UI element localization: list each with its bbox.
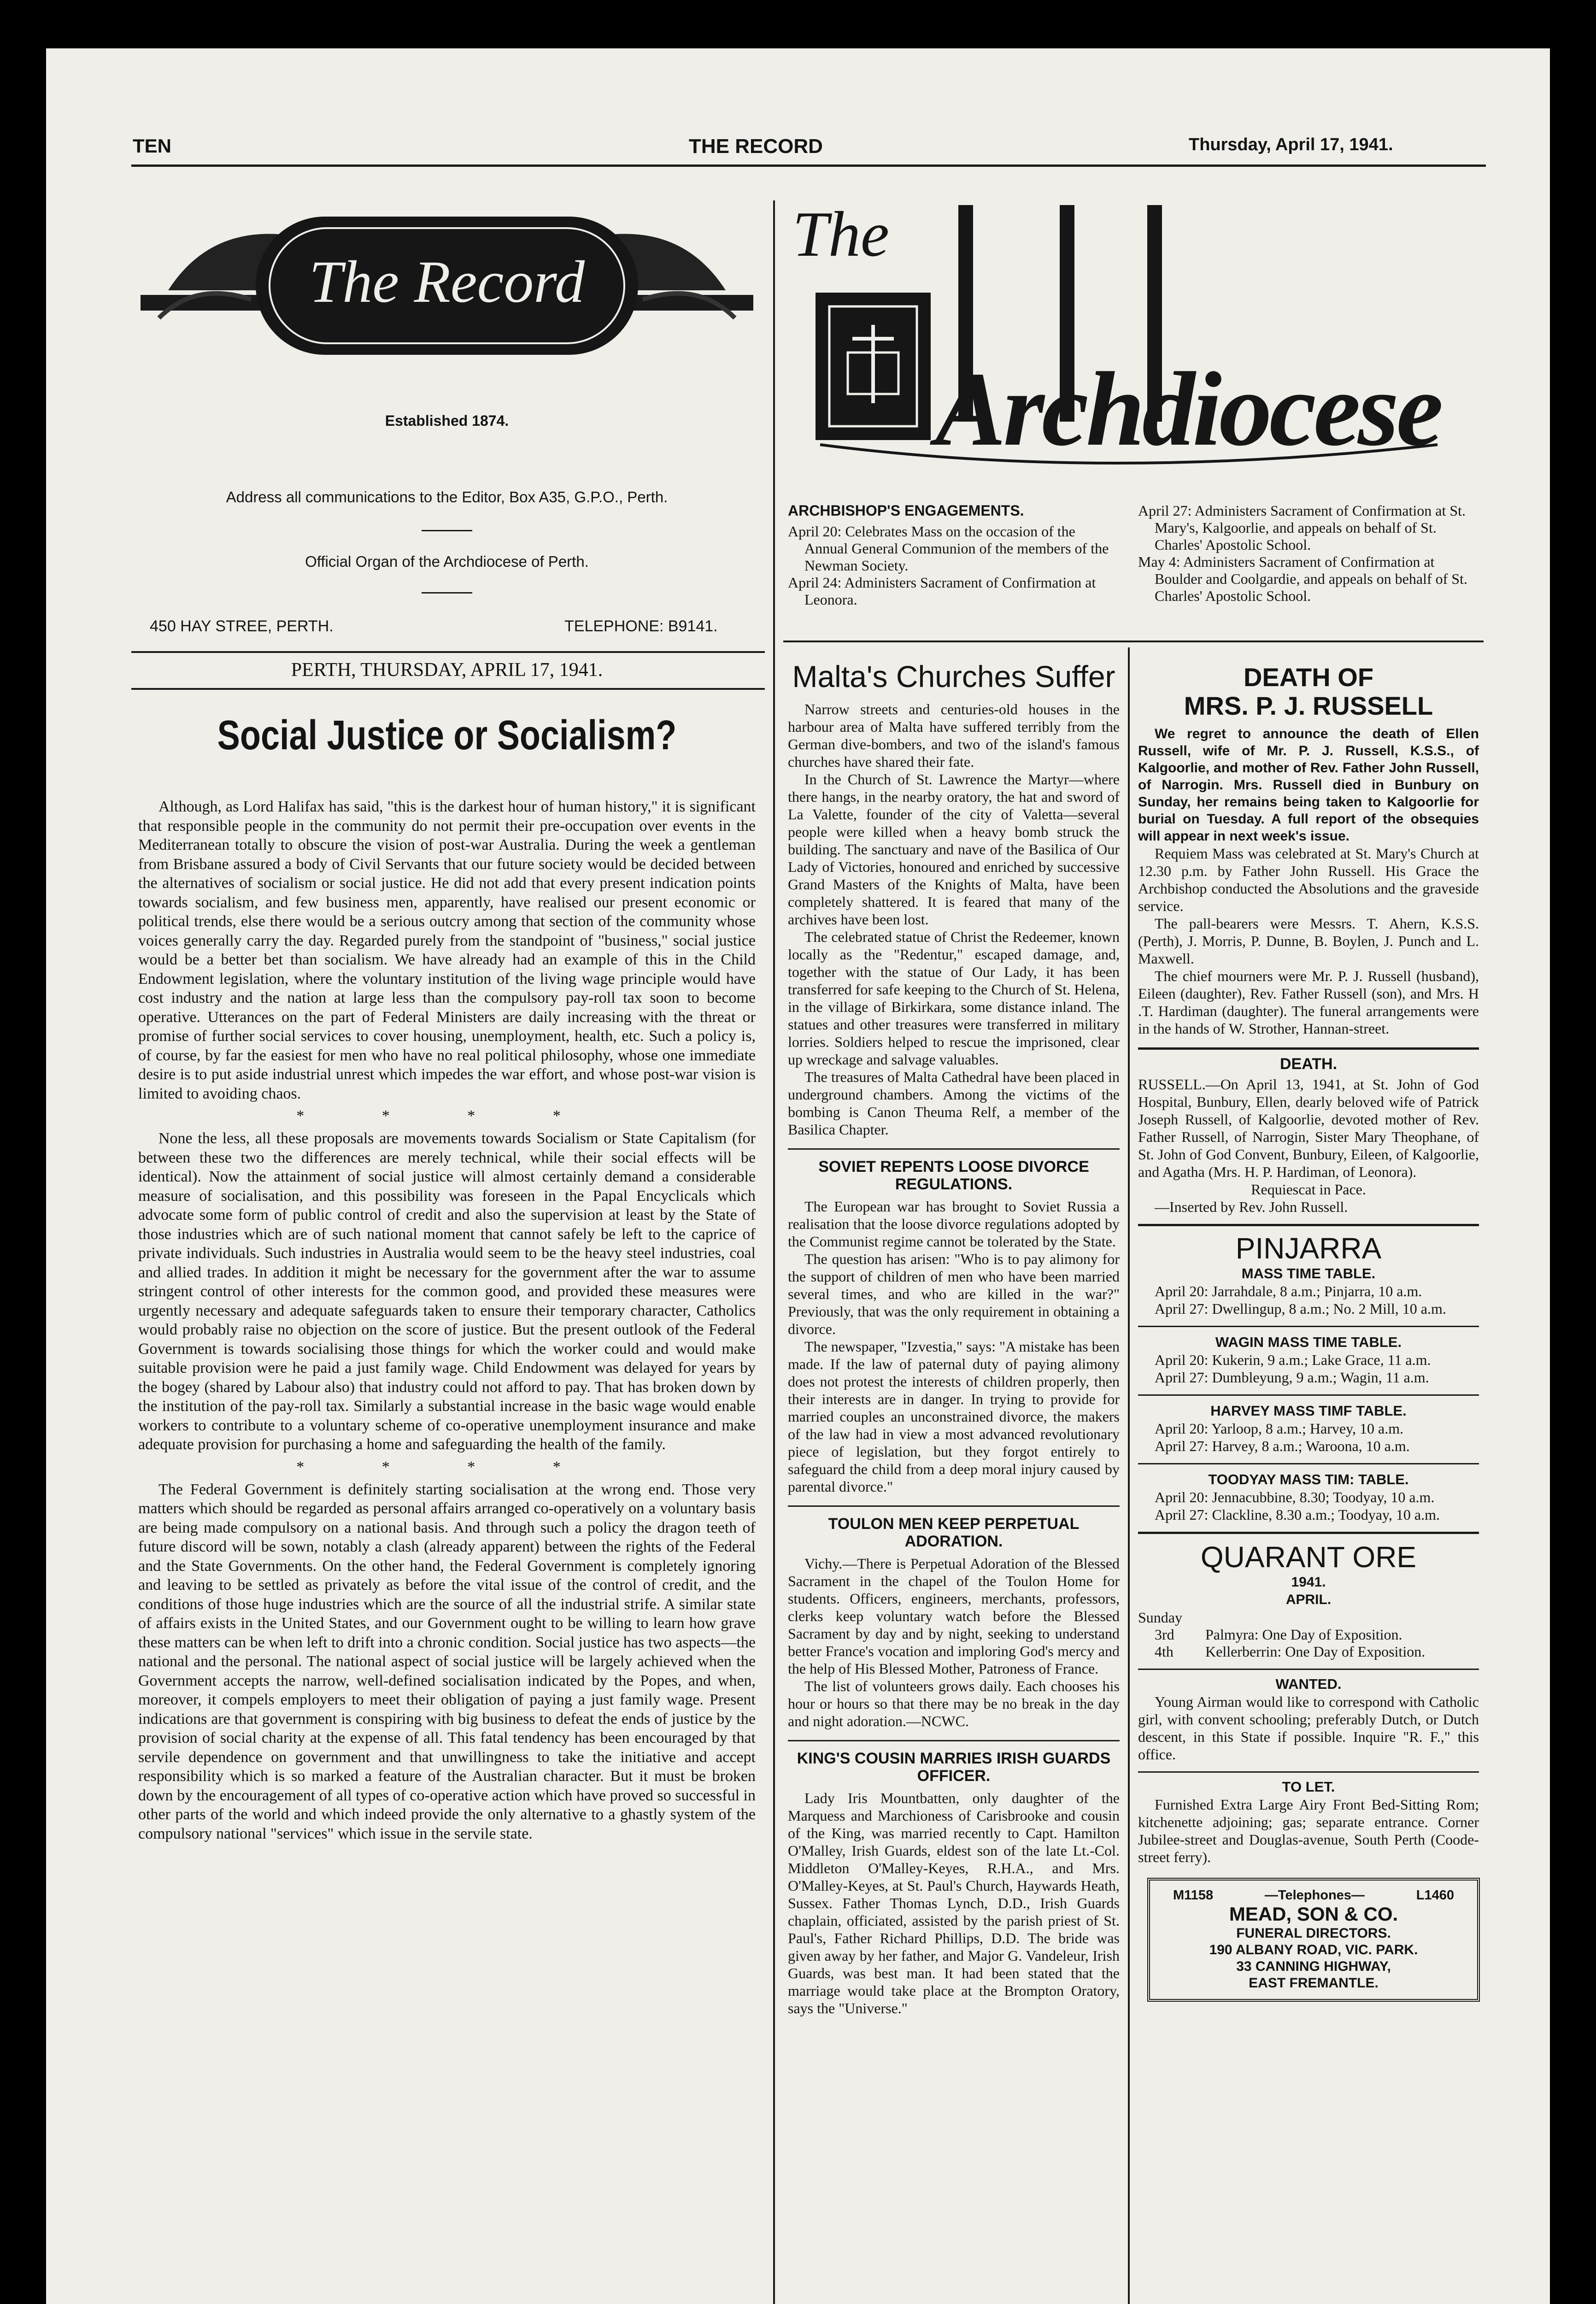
- quarant-row: 4th Kellerberrin: One Day of Exposition.: [1155, 1643, 1426, 1660]
- section-break: * * * *: [296, 1107, 598, 1124]
- ad-company-name: MEAD, SON & CO.: [1229, 1903, 1398, 1925]
- engagement-item: April 24: Administers Sacrament of Confirmation at Leonora.: [788, 574, 1096, 608]
- ad-address-3: EAST FREMANTLE.: [1249, 1975, 1379, 1991]
- section-break: * * * *: [296, 1458, 598, 1475]
- editorial-body: [138, 797, 756, 1843]
- mass-time-item: April 20: Jarrahdale, 8 a.m.; Pinjarra, 10 a.m.: [1155, 1283, 1422, 1299]
- soviet-paragraph: The European war has brought to Soviet Russia a realisation that the loose divorce regulations adopted by the Communist regime cannot be tolerated by the State.: [788, 1198, 1120, 1250]
- page-number: TEN: [133, 135, 171, 157]
- ad-phone-label: —Telephones—: [1264, 1888, 1365, 1903]
- toulon-headline: TOULON MEN KEEP PERPETUAL ADORATION.: [828, 1515, 1080, 1550]
- engagements-right: [1138, 502, 1479, 605]
- mass-time-item: April 20: Kukerin, 9 a.m.; Lake Grace, 11 a.m.: [1155, 1352, 1431, 1368]
- kings-cousin-paragraph: Lady Iris Mountbatten, only daughter of the Marquess and Marchioness of Carisbrooke and cousin of the King, was married recently to Capt. Hamilton O'Malley, Irish Guards, eldest son of the late Lt.-Col. Middleton O'Malley-Keyes, R.H.A., and Mrs. O'Malley-Keyes, at St. Paul's Church, Haywards Heath, Sussex. Father Thomas Lynch, D.D., Irish Guards chaplain, officiated, assisted by the parish priest of St. Paul's, Father Richard Phillips, D.D. The bride was given away by her father, and Major G. Vandeleur, Irish Guards, was best man. It had been stated that the marriage would take place at the Brompton Oratory, says the "Universe.": [788, 1790, 1120, 2016]
- mass-time-item: April 27: Dwellingup, 8 a.m.; No. 2 Mill, 10 a.m.: [1155, 1300, 1446, 1317]
- divider: [788, 1505, 1120, 1507]
- death-paragraph: The chief mourners were Mr. P. J. Russell (husband), Eileen (daughter), Rev. Father Russell (son), and Mrs. H .T. Hardiman (daughter). The funeral arrangements were in the hands of W. Strother, Hannan-street.: [1138, 968, 1479, 1037]
- soviet-paragraph: The question has arisen: "Who is to pay alimony for the support of children of men who have been married several times, and who are killed in the war?" Previously, that was the only requirement in obtaining a divorce.: [788, 1251, 1120, 1337]
- engagement-item: April 20: Celebrates Mass on the occasion of the Annual General Communion of the members of the Newman Society.: [788, 523, 1109, 574]
- toodyay-mass-title: TOODYAY MASS TIM: TABLE.: [1208, 1471, 1409, 1487]
- running-title: THE RECORD: [689, 135, 823, 158]
- mass-time-item: April 20: Yarloop, 8 a.m.; Harvey, 10 a.m.: [1155, 1420, 1404, 1437]
- toulon-paragraph: The list of volunteers grows daily. Each chooses his hour or hours so that there may be no break in the day and night adoration.—NCWC.: [788, 1678, 1120, 1729]
- mass-time-item: April 27: Dumbleyung, 9 a.m.; Wagin, 11 a.m.: [1155, 1369, 1429, 1386]
- wanted-title: WANTED.: [1275, 1676, 1342, 1692]
- svg-text:The: The: [792, 199, 889, 270]
- archdiocese-logo: [783, 187, 1474, 491]
- ad-address-2: 33 CANNING HIGHWAY,: [1236, 1959, 1391, 1974]
- wagin-mass-title: WAGIN MASS TIME TABLE.: [1215, 1334, 1402, 1350]
- column-rule-2: [1128, 647, 1130, 2304]
- mass-time-item: April 20: Jennacubbine, 8.30; Toodyay, 10 a.m.: [1155, 1489, 1435, 1505]
- engagements-left: [788, 523, 1120, 608]
- official-organ: Official Organ of the Archdiocese of Perth.: [305, 553, 589, 570]
- issue-date: Thursday, April 17, 1941.: [1189, 135, 1393, 154]
- ad-phone-1: M1158: [1173, 1888, 1214, 1903]
- editorial-paragraph-1: Although, as Lord Halifax has said, "this is the darkest hour of human history," it is significant that responsible people in the community do not permit their pre-occupation over events in the Mediterranean totally to obscure the vision of post-war Australia. During the week a gentleman from Brisbane assured a body of Civil Servants that our future society would be decided between the alternatives of socialism or social justice. He did not add that every present indication points towards socialism, and few business men, apparently, have realised our present economic or political trends, else there would be a serious outcry among that section of the community whose voices generally carry the day. Regarded purely from the standpoint of "business," social justice would be a better bet than socialism. We have already had an example of this in the Child Endowment legislation, where the voluntary institution of the living wage principle would have cost industry and the nation at large less than the compulsory pay-roll tax soon to become operative. Utterances on the part of Federal Ministers are daily increasing with the threat or promise of further social services to cover housing, unemployment, health, etc. Such a policy is, of course, by far the easiest for men who have no real political philosophy, whose one immediate desire is to put aside industrial unrest which impedes the war effort, and whose post-war vision is limited to avoiding chaos.: [138, 798, 756, 1102]
- death-headline-2: MRS. P. J. RUSSELL: [1184, 691, 1433, 720]
- established-line: Established 1874.: [385, 412, 509, 429]
- death-paragraph: Requiem Mass was celebrated at St. Mary's Church at 12.30 p.m. by Father John Russell. His Grace the Archbishop conducted the Absolutions and the graveside service.: [1138, 845, 1479, 914]
- engagement-item: April 27: Administers Sacrament of Confirmation at St. Mary's, Kalgoorlie, and appeals on behalf of St. Charles' Apostolic School.: [1138, 502, 1466, 553]
- engagement-item: May 4: Administers Sacrament of Confirmation at Boulder and Coolgardie, and appeals on behalf of St. Charles' Apostolic School.: [1138, 553, 1467, 604]
- divider: [1138, 1771, 1479, 1773]
- requiescat: Requiescat in Pace.: [1251, 1181, 1366, 1198]
- divider: [788, 1740, 1120, 1741]
- malta-paragraph: Narrow streets and centuries-old houses in the harbour area of Malta have suffered terribly from the German dive-bombers, and two of the island's famous churches have shared their fate.: [788, 701, 1120, 770]
- divider: [1138, 1224, 1479, 1226]
- quarant-sunday: Sunday: [1138, 1609, 1182, 1626]
- logo-text: The Record: [309, 249, 585, 315]
- to-let-title: TO LET.: [1282, 1779, 1335, 1795]
- quarant-row: 3rd Palmyra: One Day of Exposition.: [1155, 1626, 1402, 1643]
- right-column: [1138, 664, 1479, 2002]
- telephone: TELEPHONE: B9141.: [564, 617, 718, 635]
- pinjarra-mass-title: MASS TIME TABLE.: [1241, 1265, 1376, 1281]
- engagements-title: ARCHBISHOP'S ENGAGEMENTS.: [788, 502, 1024, 519]
- column-rule-1: [773, 200, 775, 2304]
- divider: [1138, 1532, 1479, 1534]
- funeral-directors-ad: [1147, 1878, 1480, 2002]
- divider: [422, 592, 472, 594]
- editorial-paragraph-3: The Federal Government is definitely starting socialisation at the wrong end. Those very matters which should be regarded as personal affairs arranged co-operatively on a voluntary basis are being made compulsory on a national basis. And through such a policy the dragon teeth of future discord will be sown, notably a clash (already apparent) between the rights of the Federal and the State Governments. On the other hand, the Federal Government is completely ignoring and leaving to be settled as privately as before the vital issue of the control of credit, and the conditions of those huge industries which are the source of all the industrial strife. A similar state of affairs exists in the United States, and our Government ought to be willing to learn how grave these matters can be when left to drift into a chronic condition. Social justice has two aspects—the national and the personal. The national aspect of social justice will be largely achieved when the Government accepts the narrow, well-defined socialisation indicated by the Popes, and when, moreover, it compels employers to meet their obligation of paying a just family wage. Present indications are that government is conspiring with big business to defeat the ends of justice by the provision of social charity at the expense of all. This fatal tendency has been encouraged by that servile dependence on government and that unwillingness to take the initiative and accept responsibility which is so marked a feature of the Australian character. But it must be broken down by the encouragement of all types of co-operative action which have proved so successful in other parts of the world and which indeed provide the only alternative to a ghastly system of the compulsory national "services" which issue in the servile state.: [138, 1481, 756, 1842]
- header-rule: [131, 165, 1486, 167]
- soviet-paragraph: The newspaper, "Izvestia," says: "A mistake has been made. If the law of paternal duty of paying alimony does not protest the interests of children properly, then their interests are in danger. In trying to provide for married couples an unconstrained divorce, the makers of the law had in view a most advanced revolutionary piece of legislation, but they forgot entirely to safeguard the child from a deep moral injury caused by parental divorce.": [788, 1338, 1120, 1495]
- quarant-month: APRIL.: [1285, 1592, 1332, 1607]
- death-classified-text: RUSSELL.—On April 13, 1941, at St. John of God Hospital, Bunbury, Ellen, dearly beloved wife of Patrick Joseph Russell, of Kalgoorlie, devoted mother of Rev. Father Russell, of Narrogin, Sister Mary Theophane, of St. John of God Convent, Bunbury, Eileen, of Kalgoorlie, and Agatha (Mrs. H. P. Hardiman, of Leonora).: [1138, 1076, 1479, 1180]
- divider: [1138, 1394, 1479, 1396]
- dateline: PERTH, THURSDAY, APRIL 17, 1941.: [291, 659, 603, 681]
- divider: [131, 688, 765, 690]
- kings-cousin-headline: KING'S COUSIN MARRIES IRISH GUARDS OFFICER.: [797, 1750, 1111, 1785]
- ad-trade: FUNERAL DIRECTORS.: [1236, 1926, 1391, 1941]
- divider: [422, 530, 472, 531]
- wanted-text: Young Airman would like to correspond with Catholic girl, with convent schooling; preferably Dutch, or Dutch descent, in this State if possible. Inquire "R. F.," this office.: [1138, 1693, 1479, 1763]
- quarant-ore-headline: QUARANT ORE: [1200, 1540, 1417, 1574]
- street-address: 450 HAY STREE, PERTH.: [150, 617, 334, 635]
- editorial-paragraph-2: None the less, all these proposals are movements towards Socialism or State Capitalism (for between these two the differences are merely technical, while their social effects will be identical). Now the attainment of social justice will almost certainly demand a considerable measure of socialisation, and this possibility was foreseen in the Papal Encyclicals which advocate some form of public control of credit and also the supervision at least by the State of those industries which are of such national moment that cannot safely be left to the caprice of private individuals. Such industries in Australia would seem to be the heavy steel industries, coal and allied trades. In addition it might be necessary for the government after the war to assume stringent control of other interests for the common good, and provided these measures were urgently necessary and adequate safeguards taken to ensure their temporary character, Catholics would probably raise no objection on the score of justice. But the present outlook of the Federal Government is towards socialising those things for which the worker could and would make suitable provision were he paid a just family wage. Child Endowment was delayed for years by the bogey (shared by Labour also) that industry could not afford to pay. That has broken down by the institution of the pay-roll tax. Similarly a substantial increase in the basic wage would enable workers to contribute to a voluntary scheme of co-operative unemployment insurance and make adequate provision for purchasing a home and safeguarding the health of the family.: [138, 1130, 756, 1453]
- malta-headline: Malta's Churches Suffer: [792, 659, 1115, 694]
- mass-time-item: April 27: Clackline, 8.30 a.m.; Toodyay, 10 a.m.: [1155, 1506, 1440, 1523]
- ad-phone-2: L1460: [1416, 1888, 1454, 1903]
- divider: [131, 651, 765, 653]
- editor-address: Address all communications to the Editor, Box A35, G.P.O., Perth.: [226, 488, 668, 505]
- pinjarra-headline: PINJARRA: [1235, 1232, 1382, 1265]
- death-paragraph: The pall-bearers were Messrs. T. Ahern, K.S.S. (Perth), J. Morris, P. Dunne, B. Boylen, J. Punch and L. Maxwell.: [1138, 915, 1479, 967]
- divider: [1138, 1669, 1479, 1670]
- death-headline-1: DEATH OF: [1243, 663, 1374, 692]
- death-lead: We regret to announce the death of Ellen Russell, wife of Mr. P. J. Russell, K.S.S., of Kalgoorlie, and mother of Rev. Father John Russell, of Narrogin. Mrs. Russell died in Bunbury on Sunday, her remains being taken to Kalgoorlie for burial on Tuesday. A full report of the obsequies will appear in next week's issue.: [1138, 726, 1479, 844]
- toulon-paragraph: Vichy.—There is Perpetual Adoration of the Blessed Sacrament in the chapel of the Toulon Home for students. Officers, engineers, merchants, professors, clerks keep voluntary watch before the Blessed Sacrament by day and by night, seeking to understand better France's vocation and imploring God's mercy and the help of His Blessed Mother, Patroness of France.: [788, 1555, 1120, 1677]
- harvey-mass-title: HARVEY MASS TIMF TABLE.: [1210, 1403, 1407, 1419]
- soviet-headline: SOVIET REPENTS LOOSE DIVORCE REGULATIONS.: [818, 1158, 1089, 1193]
- divider: [1138, 1326, 1479, 1327]
- editorial-headline: Social Justice or Socialism?: [217, 712, 677, 758]
- ad-address-1: 190 ALBANY ROAD, VIC. PARK.: [1209, 1942, 1418, 1957]
- malta-paragraph: The treasures of Malta Cathedral have been placed in underground chambers. Among the victims of the bombing is Canon Theuma Relf, a member of the Basilica Chapter.: [788, 1069, 1120, 1138]
- to-let-text: Furnished Extra Large Airy Front Bed-Sitting Rom; kitchenette adjoining; gas; separate entrance. Corner Jubilee-street and Douglas-avenue, South Perth (Coode-street ferry).: [1138, 1796, 1479, 1865]
- malta-paragraph: In the Church of St. Lawrence the Martyr—where there hangs, in the nearby oratory, the hat and sword of La Valette, founder of the city of Valetta—several people were killed when a heavy bomb struck the building. The sanctuary and nave of the Basilica of Our Lady of Victories, honoured and enriched by successive Grand Masters of the Knights of Malta, have been completely shattered. It is feared that many of the archives have been lost.: [788, 771, 1120, 928]
- middle-column: [788, 659, 1120, 2017]
- divider: [1138, 1463, 1479, 1464]
- divider: [783, 641, 1484, 642]
- record-logo: [141, 207, 753, 373]
- malta-paragraph: The celebrated statue of Christ the Redeemer, known locally as the "Redentur," escaped damage, and, together with the statue of Our Lady, it has been transferred for safe keeping to the Church of St. Helena, in the village of Birkirkara, some distance inland. The statues and other treasures were transferred in military lorries. Soldiers helped to rescue the imprisoned, clear up wreckage and salvage valuables.: [788, 929, 1120, 1068]
- mass-time-item: April 27: Harvey, 8 a.m.; Waroona, 10 a.m.: [1155, 1438, 1410, 1454]
- quarant-year: 1941.: [1291, 1575, 1326, 1590]
- newspaper-page: [46, 48, 1550, 2304]
- archdiocese-logo-word: Archdiocese: [935, 350, 1441, 468]
- inserted-by: —Inserted by Rev. John Russell.: [1155, 1199, 1348, 1215]
- divider: [1138, 1047, 1479, 1050]
- death-classified-title: DEATH.: [1279, 1055, 1338, 1073]
- divider: [788, 1148, 1120, 1150]
